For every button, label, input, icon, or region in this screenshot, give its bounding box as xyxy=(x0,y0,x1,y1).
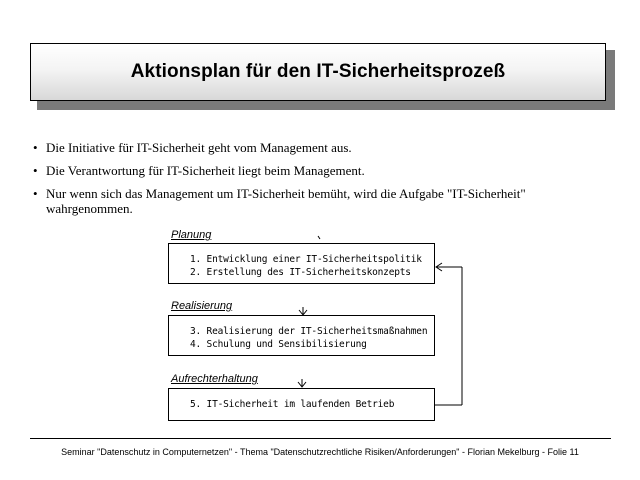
bullet-item: • Die Initiative für IT-Sicherheit geht vom Management aus. xyxy=(33,140,613,155)
step-box-aufrechterhaltung xyxy=(168,388,435,421)
stage-label-underline-tick xyxy=(318,236,320,239)
step-box-realisierung xyxy=(168,315,435,356)
slide-title: Aktionsplan für den IT-Sicherheitsprozeß xyxy=(130,61,506,82)
stage-label-aufrechterhaltung: Aufrechterhaltung xyxy=(171,373,258,385)
step-4: 4. Schulung und Sensibilisierung xyxy=(190,339,367,350)
step-2: 2. Erstellung des IT-Sicherheitskonzepts xyxy=(190,267,411,278)
bullet-item: • Nur wenn sich das Management um IT-Sicherheit bemüht, wird die Aufgabe "IT-Sicherheit" wahrgenommen. xyxy=(33,186,613,216)
footer-divider xyxy=(30,438,611,439)
step-1: 1. Entwicklung einer IT-Sicherheitspolitik xyxy=(190,254,422,265)
bullet-item: • Die Verantwortung für IT-Sicherheit liegt beim Management. xyxy=(33,163,613,178)
feedback-loop-arrow xyxy=(435,263,462,405)
step-box-planung xyxy=(168,243,435,284)
stage-label-realisierung: Realisierung xyxy=(171,300,233,312)
stage-label-planung: Planung xyxy=(171,229,212,241)
footer-text: Seminar "Datenschutz in Computernetzen" - Thema "Datenschutzrechtliche Risiken/Anforderungen" - Florian Mekelburg - Folie 11 xyxy=(61,447,579,457)
arrow-to-aufrechterhaltung xyxy=(298,379,306,387)
step-3: 3. Realisierung der IT-Sicherheitsmaßnahmen xyxy=(190,326,428,337)
step-5: 5. IT-Sicherheit im laufenden Betrieb xyxy=(190,399,395,410)
arrow-to-realisierung xyxy=(299,307,307,315)
